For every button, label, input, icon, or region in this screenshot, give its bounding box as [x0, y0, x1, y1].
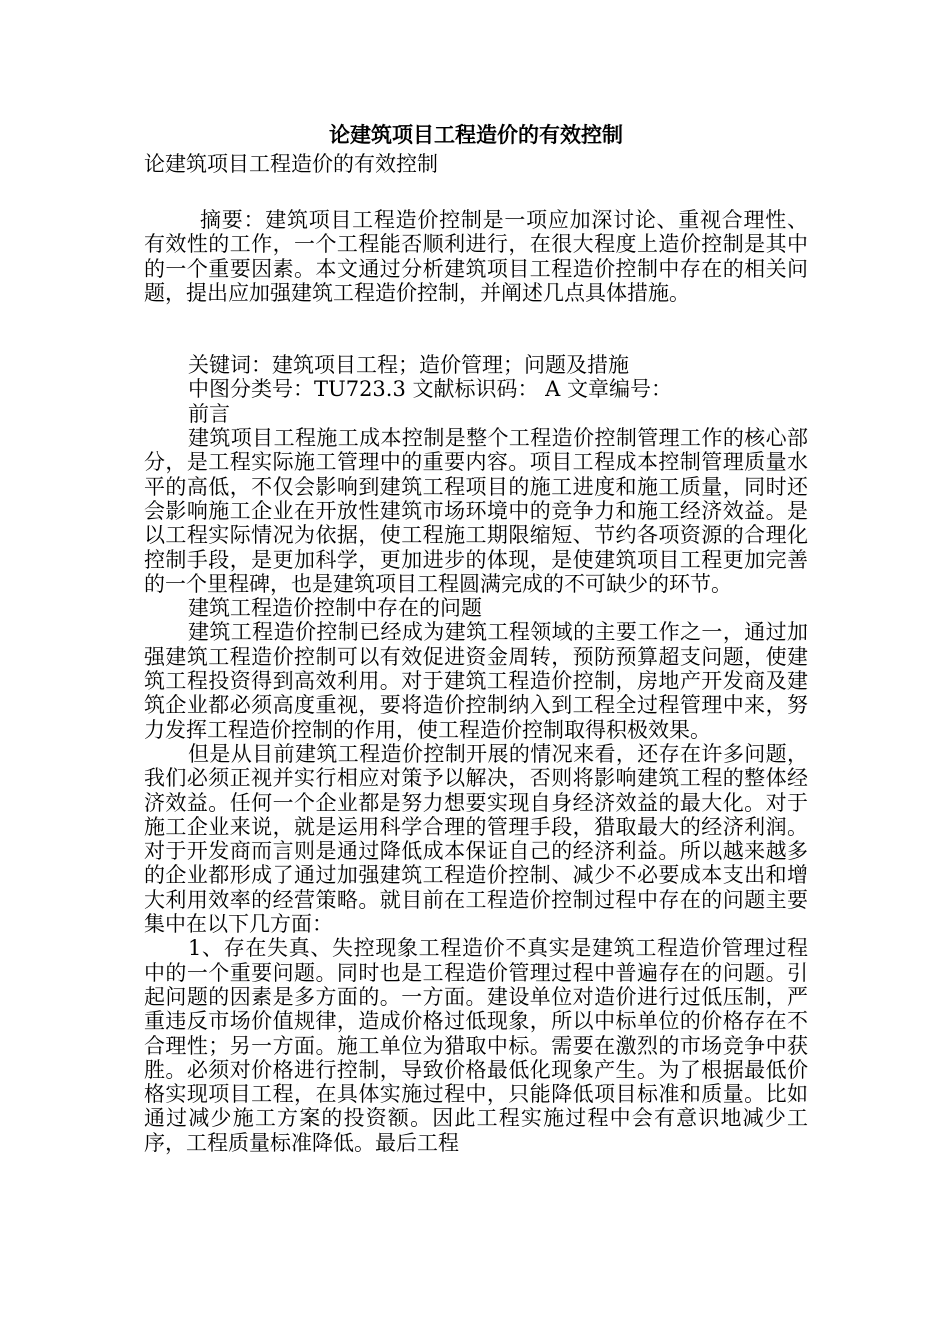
preface-heading: 前言: [188, 401, 230, 426]
document-subtitle: 论建筑项目工程造价的有效控制: [144, 152, 438, 176]
keywords-line: 关键词：建筑项目工程；造价管理；问题及措施: [188, 353, 629, 378]
body-paragraph-2: 但是从目前建筑工程造价控制开展的情况来看，还存在许多问题，我们必须正视并实行相应对策予以解决，否则将影响建筑工程的整体经济效益。任何一个企业都是努力想要实现自身经济效益的最大化。对于施工企业来说，就是运用科学合理的管理手段，猎取最大的经济利润。对于开发商而言则是通过降低成本保证自己的经济利益。所以越来越多的企业都形成了通过加强建筑工程造价控制、减少不必要成本支出和增大利用效率的经营策略。就目前在工程造价控制过程中存在的问题主要集中在以下几方面：: [144, 741, 808, 937]
body-paragraph-1: 建筑工程造价控制已经成为建筑工程领域的主要工作之一，通过加强建筑工程造价控制可以有效促进资金周转，预防预算超支问题，使建筑工程投资得到高效利用。对于建筑工程造价控制，房地产开发商及建筑企业都必须高度重视，要将造价控制纳入到工程全过程管理中来，努力发挥工程造价控制的作用，使工程造价控制取得积极效果。: [144, 620, 808, 742]
preface-paragraph: 建筑项目工程施工成本控制是整个工程造价控制管理工作的核心部分，是工程实际施工管理中的重要内容。项目工程成本控制管理质量水平的高低，不仅会影响到建筑工程项目的施工进度和施工质量，同时还会影响施工企业在开放性建筑市场环境中的竞争力和施工经济效益。是以工程实际情况为依据，使工程施工期限缩短、节约各项资源的合理化控制手段，是更加科学，更加进步的体现，是使建筑项目工程更加完善的一个里程碑，也是建筑项目工程圆满完成的不可缺少的环节。: [144, 426, 808, 596]
document-title: 论建筑项目工程造价的有效控制: [329, 122, 623, 147]
body-paragraph-3: 1、存在失真、失控现象工程造价不真实是建筑工程造价管理过程中的一个重要问题。同时也是工程造价管理过程中普遍存在的问题。引起问题的因素是多方面的。一方面。建设单位对造价进行过低压制，严重违反市场价值规律，造成价格过低现象，所以中标单位的价格存在不合理性；另一方面。施工单位为猎取中标。需要在激烈的市场竞争中获胜。必须对价格进行控制，导致价格最低化现象产生。为了根据最低价格实现项目工程，在具体实施过程中，只能降低项目标准和质量。比如通过减少施工方案的投资额。因此工程实施过程中会有意识地减少工序，工程质量标准降低。最后工程: [144, 936, 808, 1155]
spacer: [144, 178, 808, 208]
document-page: [144, 120, 808, 1155]
abstract-paragraph: 摘要：建筑项目工程造价控制是一项应加深讨论、重视合理性、有效性的工作，一个工程能否顺利进行，在很大程度上造价控制是其中的一个重要因素。本文通过分析建筑项目工程造价控制中存在的相关问题，提出应加强建筑工程造价控制，并阐述几点具体措施。: [144, 208, 808, 305]
spacer: [144, 305, 808, 353]
section-heading: 建筑工程造价控制中存在的问题: [188, 596, 482, 621]
classification-line: 中图分类号：TU723.3 文献标识码： A 文章编号：: [188, 377, 673, 402]
